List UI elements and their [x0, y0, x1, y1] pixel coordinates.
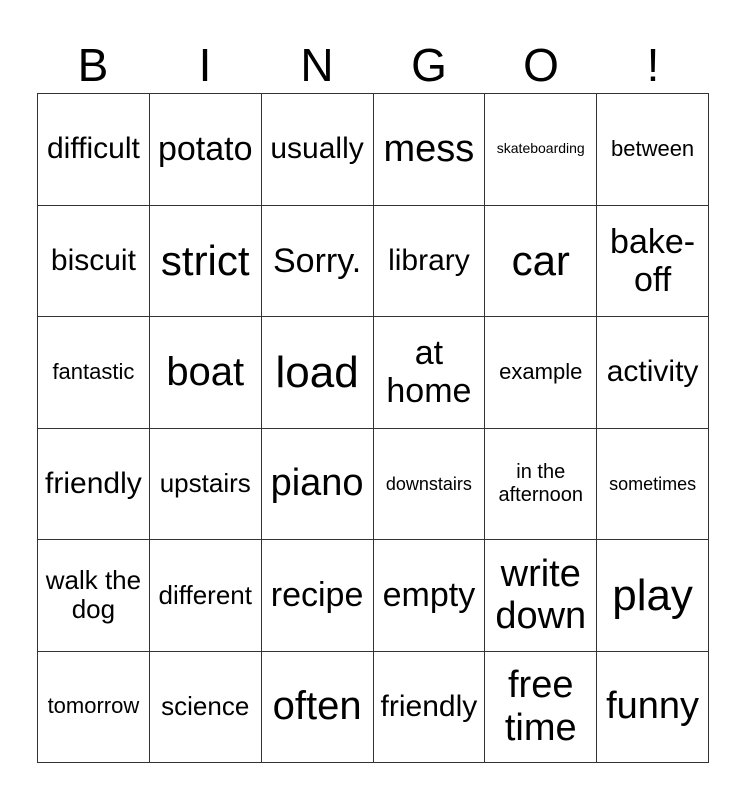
bingo-cell[interactable]: sometimes: [597, 429, 709, 541]
header-letter-i: I: [198, 38, 212, 91]
bingo-cell[interactable]: activity: [597, 317, 709, 429]
bingo-cell[interactable]: recipe: [262, 540, 374, 652]
bingo-cell[interactable]: at home: [374, 317, 486, 429]
bingo-cell[interactable]: biscuit: [38, 206, 150, 318]
bingo-cell[interactable]: load: [262, 317, 374, 429]
bingo-cell[interactable]: fantastic: [38, 317, 150, 429]
bingo-cell[interactable]: mess: [374, 94, 486, 206]
bingo-cell[interactable]: friendly: [374, 652, 486, 764]
bingo-cell[interactable]: difficult: [38, 94, 150, 206]
bingo-cell[interactable]: science: [150, 652, 262, 764]
bingo-cell[interactable]: funny: [597, 652, 709, 764]
header-letter-b: B: [77, 38, 109, 91]
bingo-cell[interactable]: walk the dog: [38, 540, 150, 652]
bingo-cell[interactable]: car: [485, 206, 597, 318]
bingo-cell[interactable]: tomorrow: [38, 652, 150, 764]
bingo-cell[interactable]: play: [597, 540, 709, 652]
bingo-cell[interactable]: in the afternoon: [485, 429, 597, 541]
bingo-cell[interactable]: Sorry.: [262, 206, 374, 318]
header-letter-exclamation: !: [646, 38, 660, 91]
header-letter-n: N: [300, 38, 334, 91]
bingo-cell[interactable]: between: [597, 94, 709, 206]
bingo-board: [37, 93, 709, 763]
bingo-cell[interactable]: write down: [485, 540, 597, 652]
bingo-cell[interactable]: strict: [150, 206, 262, 318]
bingo-cell[interactable]: friendly: [38, 429, 150, 541]
bingo-cell[interactable]: library: [374, 206, 486, 318]
bingo-cell[interactable]: boat: [150, 317, 262, 429]
header-letter-g: G: [411, 38, 447, 91]
bingo-cell[interactable]: potato: [150, 94, 262, 206]
bingo-cell[interactable]: example: [485, 317, 597, 429]
bingo-cell[interactable]: downstairs: [374, 429, 486, 541]
bingo-header: [37, 36, 709, 93]
bingo-cell[interactable]: upstairs: [150, 429, 262, 541]
bingo-cell[interactable]: skateboarding: [485, 94, 597, 206]
bingo-cell[interactable]: different: [150, 540, 262, 652]
bingo-cell[interactable]: free time: [485, 652, 597, 764]
header-letter-o: O: [523, 38, 559, 91]
bingo-cell[interactable]: often: [262, 652, 374, 764]
bingo-cell[interactable]: empty: [374, 540, 486, 652]
bingo-cell[interactable]: bake-off: [597, 206, 709, 318]
bingo-cell[interactable]: piano: [262, 429, 374, 541]
bingo-cell[interactable]: usually: [262, 94, 374, 206]
